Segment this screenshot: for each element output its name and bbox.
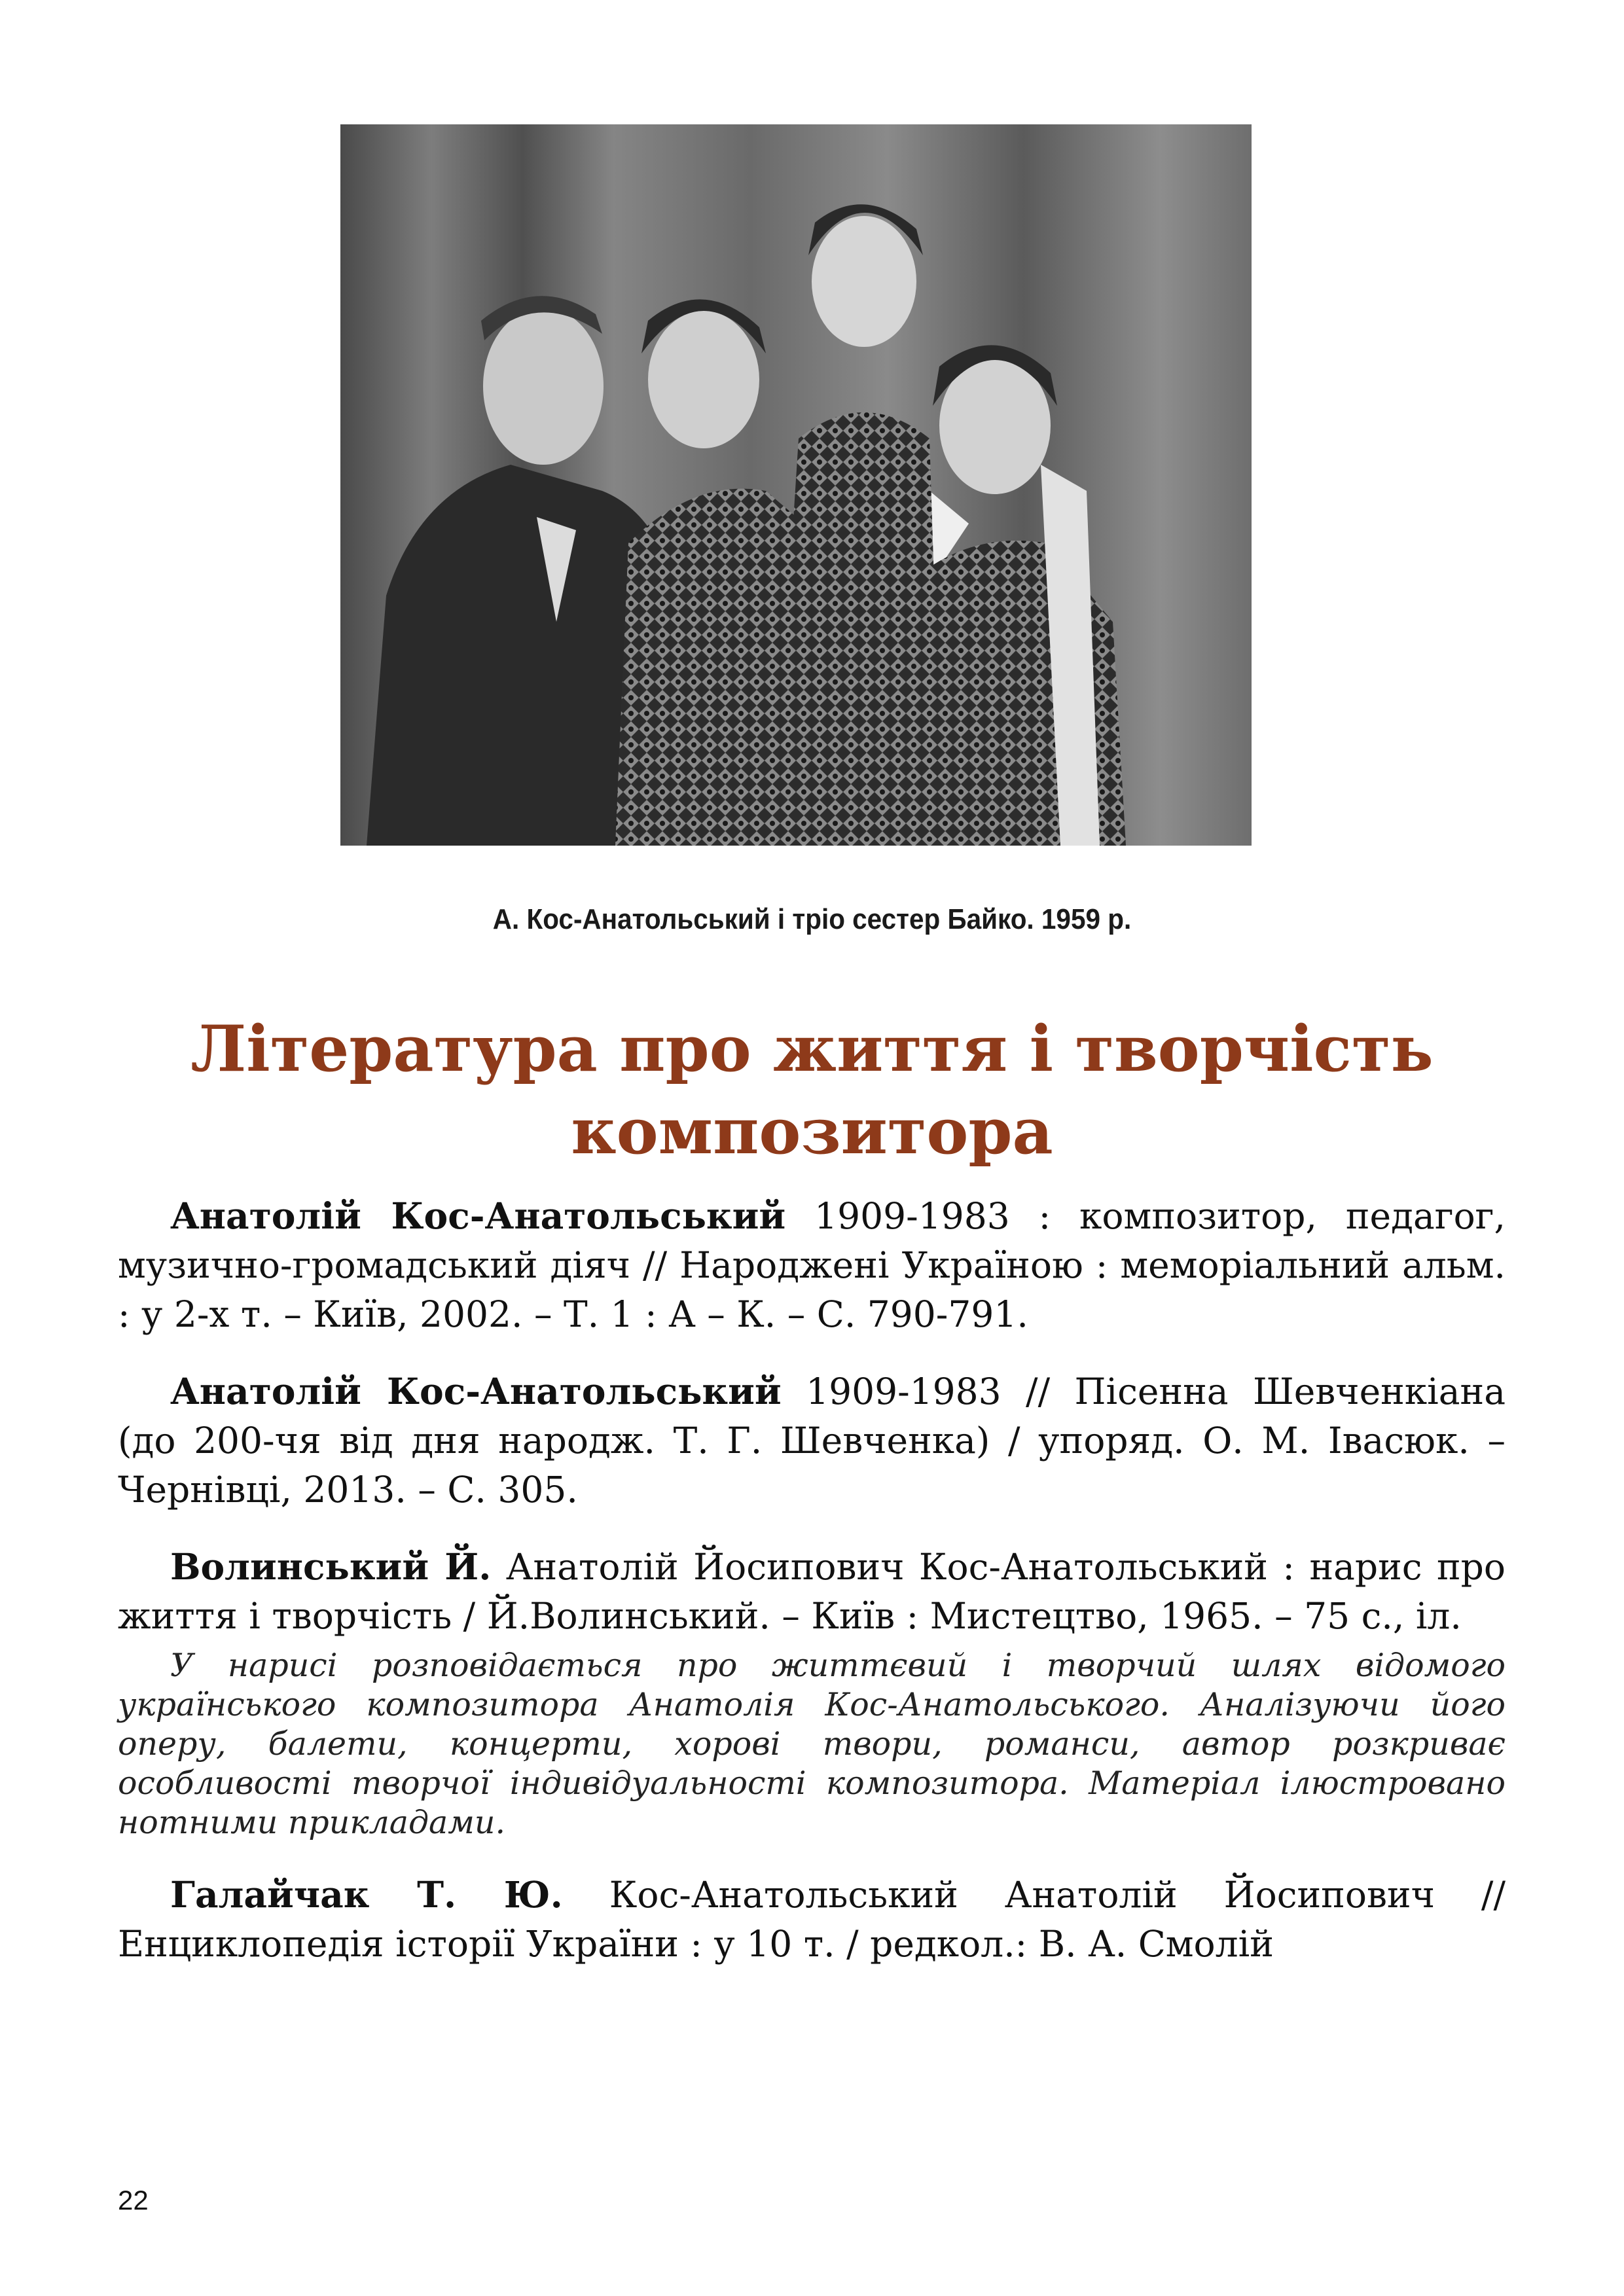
bibliography-entry: [118, 1191, 1506, 1339]
bibliography-entry: [118, 1367, 1506, 1515]
entry-text: 1909-1983 // Пісенна Шевченкіана (до 200-чя від дня народж. Т. Г. Шевченка) / упоряд. О. М. Івасюк. – Чернівці, 2013. – С. 305.: [118, 1371, 1506, 1511]
page-number: 22: [118, 2185, 149, 2215]
bibliography-entry: [118, 1542, 1506, 1641]
entry-author: Анатолій Кос-Анатольський: [170, 1194, 786, 1237]
entry-author: Анатолій Кос-Анатольський: [170, 1370, 782, 1412]
entry-author: Волинський Й.: [170, 1545, 492, 1588]
entry-author: Галайчак Т. Ю.: [170, 1873, 563, 1916]
page-heading: Література про життя і творчість композитора: [190, 1012, 1434, 1168]
entry-text: Анатолій Йосипович Кос-Анатольський : нарис про життя і творчість / Й.Волинський. – Київ : Мистецтво, 1965. – 75 с., іл.: [118, 1546, 1506, 1637]
entry-text: 1909-1983 : композитор, педагог, музично-громадський діяч // Народжені Україною : меморіальний альм. : у 2-х т. – Київ, 2002. – Т. 1 : А – К. – С. 790-791.: [118, 1195, 1506, 1335]
bibliography-list: [118, 1191, 1506, 1996]
photo-caption: А. Кос-Анатольський і тріо сестер Байко. 1959 р.: [492, 903, 1132, 935]
entry-text: Кос-Анатольський Анатолій Йосипович // Енциклопедія історії України : у 10 т. / редкол.: В. А. Смолій: [118, 1874, 1506, 1965]
photo: [340, 124, 1252, 846]
photo-illustration: [340, 124, 1252, 846]
bibliography-entry: [118, 1870, 1506, 1969]
entry-annotation: У нарисі розповідається про життєвий і творчий шлях відомого українського композитора Анатолія Кос-Анатольського. Аналізуючи його оперу, балети, концерти, хорові твори, романси, автор розкриває особливості творчої індивідуальності композитора. Матеріал ілюстровано нотними прикладами.: [118, 1647, 1506, 1841]
